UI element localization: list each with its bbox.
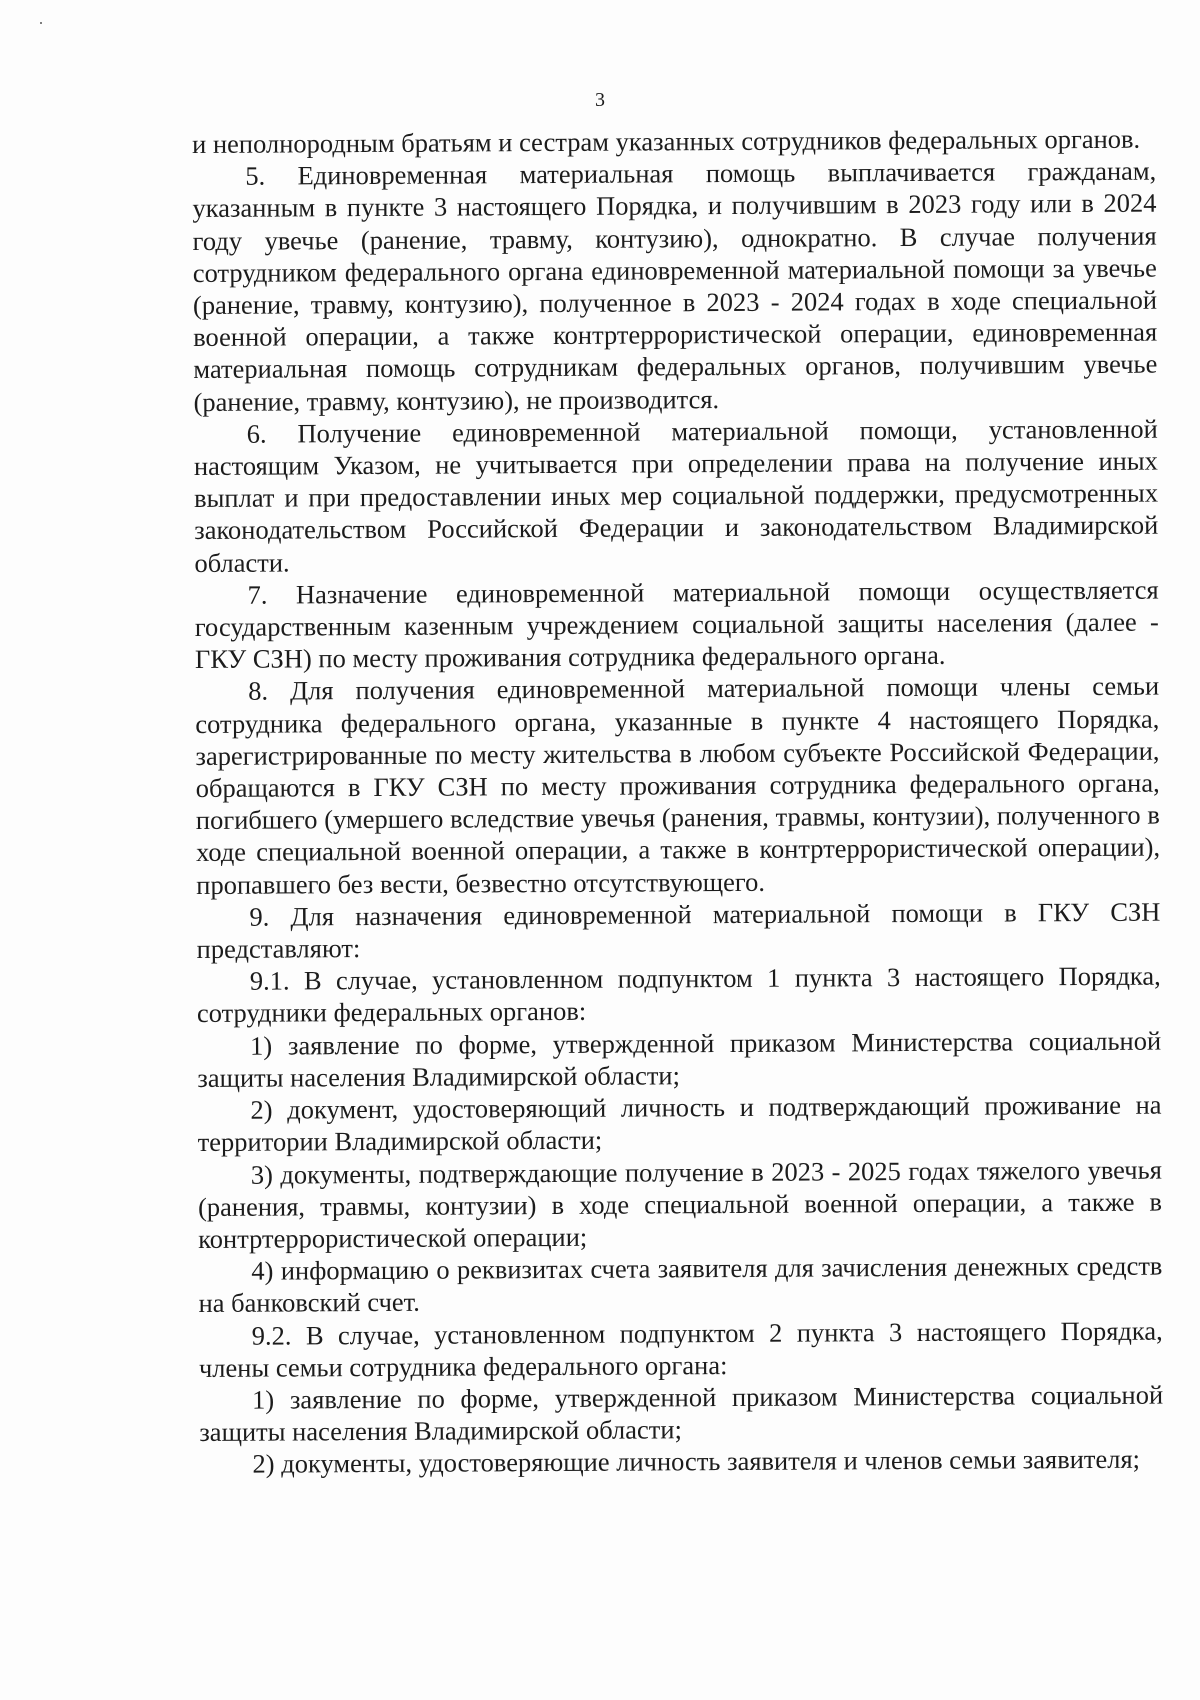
paragraph-item-9: 9. Для назначения единовременной материальной помощи в ГКУ СЗН представляют:: [196, 896, 1161, 965]
paragraph-item-9-2: 9.2. В случае, установленном подпунктом 2 пункта 3 настоящего Порядка, члены семьи сотрудника федерального органа:: [198, 1315, 1163, 1383]
list-item-9-1-3: 3) документы, подтверждающие получение в 2023 - 2025 годах тяжелого увечья (ранения, травмы, контузии) в ходе специальной военной операции, а также в контртеррористической операции;: [197, 1154, 1163, 1254]
paragraph-continuation: и неполнородным братьям и сестрам указанных сотрудников федеральных органов.: [192, 123, 1141, 159]
paragraph-item-8: 8. Для получения единовременной материальной помощи члены семьи сотрудника федерального органа, указанные в пункте 4 настоящего Порядка, зарегистрированные по месту жительства в любом субъекте Российской Федерации, обращаются в ГКУ СЗН по месту проживания сотрудника федерального органа, погибшего (умершего вследствие увечья (ранения, травмы, контузии), полученного в ходе специальной военной операции, а также в контртеррористической операции), пропавшего без вести, безвестно отсутствующего.: [195, 671, 1161, 900]
document-body: [192, 123, 1164, 1481]
list-item-9-2-1: 1) заявление по форме, утвержденной приказом Министерства социальной защиты населения Владимирской области;: [199, 1379, 1164, 1448]
paragraph-item-6: 6. Получение единовременной материальной помощи, установленной настоящим Указом, не учитывается при определении права на получение иных выплат и при предоставлении иных мер социальной поддержки, предусмотренных законодательством Российской Федерации и законодательством Владимирской области.: [193, 413, 1159, 578]
list-item-9-1-1: 1) заявление по форме, утвержденной приказом Министерства социальной защиты населения Владимирской области;: [197, 1025, 1162, 1093]
paragraph-item-7: 7. Назначение единовременной материальной помощи осуществляется государственным казенным учреждением социальной защиты населения (далее - ГКУ СЗН) по месту проживания сотрудника федерального органа.: [194, 574, 1159, 675]
list-item-9-1-4: 4) информацию о реквизитах счета заявителя для зачисления денежных средств на банковский счет.: [198, 1250, 1163, 1319]
list-item-9-1-2: 2) документ, удостоверяющий личность и подтверждающий проживание на территории Владимирской области;: [197, 1089, 1162, 1158]
paragraph-item-5: 5. Единовременная материальная помощь выплачивается гражданам, указанным в пункте 3 настоящего Порядка, и получившим в 2023 году или в 2024 году увечье (ранение, травму, контузию), однократно. В случае получения сотрудником федерального органа единовременной материальной помощи за увечье (ранение, травму, контузию), полученное в 2023 - 2024 годах в ходе специальной военной операции, а также контртеррористической операции, единовременная материальная помощь сотрудникам федеральных органов, получившим увечье (ранение, травму, контузию), не производится.: [192, 155, 1158, 417]
page-number: 3: [595, 89, 605, 111]
scan-speck: [40, 22, 42, 24]
paragraph-item-9-1: 9.1. В случае, установленном подпунктом 1 пункта 3 настоящего Порядка, сотрудники федеральных органов:: [196, 960, 1161, 1029]
list-item-9-2-2: 2) документы, удостоверяющие личность заявителя и членов семьи заявителя;: [252, 1444, 1141, 1480]
